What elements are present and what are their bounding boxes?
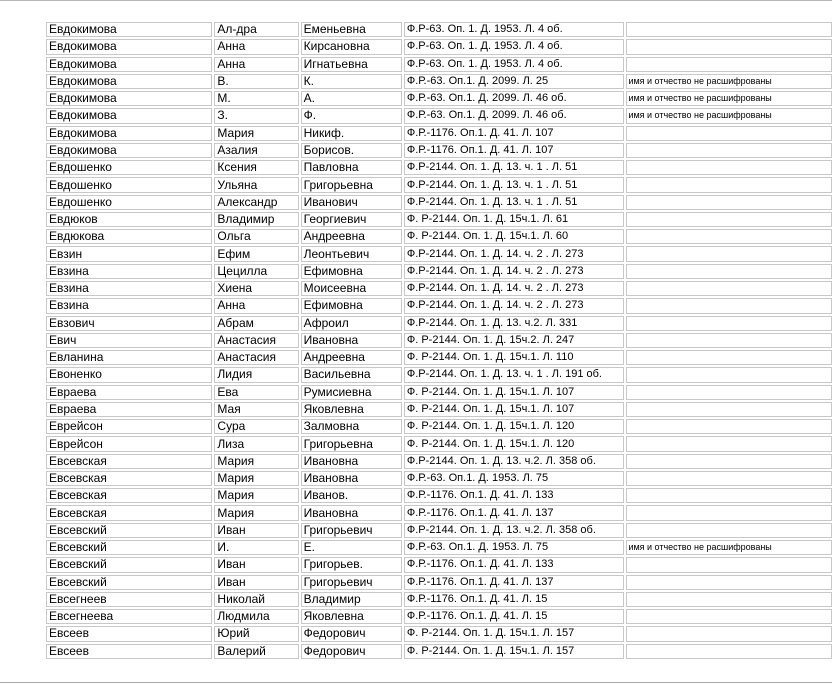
archive-reference-cell: Ф.Р.-1176. Оп.1. Д. 41. Л. 133 xyxy=(404,488,625,503)
table-row xyxy=(46,177,832,192)
note-cell: имя и отчество не расшифрованы xyxy=(626,74,832,89)
patronymic-cell: Владимир xyxy=(301,592,402,607)
archive-reference-cell: Ф.Р-2144. Оп. 1. Д. 13. ч. 1 . Л. 51 xyxy=(404,177,625,192)
archive-reference-cell: Ф.Р-2144. Оп. 1. Д. 14. ч. 2 . Л. 273 xyxy=(404,298,625,313)
surname-cell: Евсевский xyxy=(46,523,212,538)
name-cell: В. xyxy=(214,74,298,89)
note-cell xyxy=(626,57,832,72)
name-cell: Мария xyxy=(214,126,298,141)
name-cell: Цецилла xyxy=(214,264,298,279)
table-row xyxy=(46,505,832,520)
patronymic-cell: Яковлевна xyxy=(301,609,402,624)
note-cell xyxy=(626,177,832,192)
name-cell: Мария xyxy=(214,471,298,486)
note-cell: имя и отчество не расшифрованы xyxy=(626,540,832,555)
patronymic-cell: Е. xyxy=(301,540,402,555)
table-row xyxy=(46,22,832,37)
surname-cell: Евзович xyxy=(46,316,212,331)
note-cell xyxy=(626,229,832,244)
note-cell xyxy=(626,557,832,572)
patronymic-cell: Григорьевна xyxy=(301,436,402,451)
name-cell: И. xyxy=(214,540,298,555)
archive-reference-cell: Ф.Р-63. Оп. 1. Д. 1953. Л. 4 об. xyxy=(404,57,625,72)
patronymic-cell: Залмовна xyxy=(301,419,402,434)
surname-cell: Евдокимова xyxy=(46,39,212,54)
archive-reference-cell: Ф.Р-63. Оп. 1. Д. 1953. Л. 4 об. xyxy=(404,39,625,54)
table-row xyxy=(46,523,832,538)
note-cell xyxy=(626,454,832,469)
table-row xyxy=(46,57,832,72)
surname-cell: Еврейсон xyxy=(46,419,212,434)
table-row xyxy=(46,471,832,486)
name-cell: Иван xyxy=(214,523,298,538)
note-cell xyxy=(626,195,832,210)
archive-reference-cell: Ф.Р-2144. Оп. 1. Д. 14. ч. 2 . Л. 273 xyxy=(404,281,625,296)
name-cell: Лидия xyxy=(214,367,298,382)
table-row xyxy=(46,592,832,607)
note-cell xyxy=(626,350,832,365)
surname-cell: Евоненко xyxy=(46,367,212,382)
archive-reference-cell: Ф. Р-2144. Оп. 1. Д. 15ч.1. Л. 120 xyxy=(404,436,625,451)
archive-reference-cell: Ф.Р.-1176. Оп.1. Д. 41. Л. 107 xyxy=(404,143,625,158)
patronymic-cell: Игнатьевна xyxy=(301,57,402,72)
archive-reference-cell: Ф.Р-2144. Оп. 1. Д. 14. ч. 2 . Л. 273 xyxy=(404,246,625,261)
patronymic-cell: Григорьевна xyxy=(301,177,402,192)
patronymic-cell: Яковлевна xyxy=(301,402,402,417)
archive-reference-cell: Ф. Р-2144. Оп. 1. Д. 15ч.1. Л. 110 xyxy=(404,350,625,365)
name-cell: Анна xyxy=(214,57,298,72)
table-row xyxy=(46,402,832,417)
archive-reference-cell: Ф. Р-2144. Оп. 1. Д. 15ч.1. Л. 120 xyxy=(404,419,625,434)
patronymic-cell: Васильевна xyxy=(301,367,402,382)
surname-cell: Евсевская xyxy=(46,505,212,520)
surname-cell: Евсевский xyxy=(46,575,212,590)
patronymic-cell: Иванович xyxy=(301,195,402,210)
surname-cell: Евдокимова xyxy=(46,126,212,141)
patronymic-cell: А. xyxy=(301,91,402,106)
note-cell xyxy=(626,333,832,348)
archive-reference-cell: Ф.Р-2144. Оп. 1. Д. 13. ч. 1 . Л. 51 xyxy=(404,195,625,210)
table-row xyxy=(46,419,832,434)
note-cell xyxy=(626,367,832,382)
table-row xyxy=(46,557,832,572)
table-row xyxy=(46,385,832,400)
table-row xyxy=(46,126,832,141)
name-cell: Абрам xyxy=(214,316,298,331)
patronymic-cell: Федорович xyxy=(301,644,402,659)
archive-reference-cell: Ф.Р.-1176. Оп.1. Д. 41. Л. 137 xyxy=(404,575,625,590)
surname-cell: Евсегнеев xyxy=(46,592,212,607)
note-cell xyxy=(626,298,832,313)
patronymic-cell: Иванов. xyxy=(301,488,402,503)
patronymic-cell: Андреевна xyxy=(301,350,402,365)
note-cell xyxy=(626,609,832,624)
patronymic-cell: Румисиевна xyxy=(301,385,402,400)
note-cell xyxy=(626,402,832,417)
archive-reference-cell: Ф. Р-2144. Оп. 1. Д. 15ч.1. Л. 107 xyxy=(404,385,625,400)
name-cell: Анна xyxy=(214,39,298,54)
note-cell xyxy=(626,523,832,538)
top-divider xyxy=(0,0,832,1)
surname-cell: Еврейсон xyxy=(46,436,212,451)
table-row xyxy=(46,626,832,641)
table-row xyxy=(46,454,832,469)
patronymic-cell: Афроил xyxy=(301,316,402,331)
archive-reference-cell: Ф.Р.-1176. Оп.1. Д. 41. Л. 133 xyxy=(404,557,625,572)
surname-cell: Евзина xyxy=(46,298,212,313)
surname-cell: Евдошенко xyxy=(46,195,212,210)
table-row xyxy=(46,488,832,503)
patronymic-cell: Георгиевич xyxy=(301,212,402,227)
patronymic-cell: Кирсановна xyxy=(301,39,402,54)
table-row xyxy=(46,195,832,210)
name-cell: Мая xyxy=(214,402,298,417)
name-cell: Анна xyxy=(214,298,298,313)
note-cell xyxy=(626,575,832,590)
note-cell xyxy=(626,246,832,261)
table-row xyxy=(46,575,832,590)
name-cell: Мария xyxy=(214,454,298,469)
patronymic-cell: Еменьевна xyxy=(301,22,402,37)
patronymic-cell: Ефимовна xyxy=(301,298,402,313)
archive-reference-cell: Ф.Р-2144. Оп. 1. Д. 13. ч. 1 . Л. 51 xyxy=(404,160,625,175)
records-table xyxy=(44,20,832,661)
archive-reference-cell: Ф.Р.-1176. Оп.1. Д. 41. Л. 107 xyxy=(404,126,625,141)
note-cell xyxy=(626,488,832,503)
surname-cell: Евдошенко xyxy=(46,177,212,192)
surname-cell: Евдошенко xyxy=(46,160,212,175)
name-cell: Анастасия xyxy=(214,333,298,348)
note-cell xyxy=(626,644,832,659)
surname-cell: Евсеев xyxy=(46,626,212,641)
archive-reference-cell: Ф.Р.-1176. Оп.1. Д. 41. Л. 15 xyxy=(404,609,625,624)
surname-cell: Евдокимова xyxy=(46,74,212,89)
surname-cell: Евраева xyxy=(46,385,212,400)
archive-reference-cell: Ф.Р-2144. Оп. 1. Д. 13. ч.2. Л. 358 об. xyxy=(404,523,625,538)
name-cell: Ева xyxy=(214,385,298,400)
note-cell xyxy=(626,436,832,451)
table-row xyxy=(46,609,832,624)
name-cell: Валерий xyxy=(214,644,298,659)
table-row xyxy=(46,316,832,331)
name-cell: Лиза xyxy=(214,436,298,451)
surname-cell: Евсевская xyxy=(46,471,212,486)
table-row xyxy=(46,264,832,279)
note-cell xyxy=(626,626,832,641)
records-table-body xyxy=(46,22,832,659)
surname-cell: Евсегнеева xyxy=(46,609,212,624)
surname-cell: Евсевский xyxy=(46,540,212,555)
name-cell: Ефим xyxy=(214,246,298,261)
name-cell: Ал-дра xyxy=(214,22,298,37)
patronymic-cell: Григорьевич xyxy=(301,575,402,590)
archive-reference-cell: Ф.Р.-63. Оп.1. Д. 2099. Л. 46 об. xyxy=(404,108,625,123)
surname-cell: Евраева xyxy=(46,402,212,417)
table-row xyxy=(46,540,832,555)
surname-cell: Евзин xyxy=(46,246,212,261)
name-cell: Ксения xyxy=(214,160,298,175)
patronymic-cell: Федорович xyxy=(301,626,402,641)
name-cell: Мария xyxy=(214,488,298,503)
archive-reference-cell: Ф.Р.-1176. Оп.1. Д. 41. Л. 137 xyxy=(404,505,625,520)
surname-cell: Евдокимова xyxy=(46,22,212,37)
archive-reference-cell: Ф.Р-2144. Оп. 1. Д. 13. ч.2. Л. 358 об. xyxy=(404,454,625,469)
name-cell: Юрий xyxy=(214,626,298,641)
surname-cell: Евич xyxy=(46,333,212,348)
table-row xyxy=(46,644,832,659)
note-cell xyxy=(626,39,832,54)
surname-cell: Евсевский xyxy=(46,557,212,572)
name-cell: Иван xyxy=(214,557,298,572)
table-row xyxy=(46,91,832,106)
patronymic-cell: Борисов. xyxy=(301,143,402,158)
name-cell: Александр xyxy=(214,195,298,210)
table-row xyxy=(46,39,832,54)
surname-cell: Евдокимова xyxy=(46,108,212,123)
note-cell xyxy=(626,316,832,331)
name-cell: Мария xyxy=(214,505,298,520)
name-cell: Иван xyxy=(214,575,298,590)
patronymic-cell: Ф. xyxy=(301,108,402,123)
surname-cell: Евланина xyxy=(46,350,212,365)
surname-cell: Евдокимова xyxy=(46,143,212,158)
table-row xyxy=(46,108,832,123)
note-cell: имя и отчество не расшифрованы xyxy=(626,91,832,106)
archive-reference-cell: Ф.Р.-63. Оп.1. Д. 2099. Л. 25 xyxy=(404,74,625,89)
patronymic-cell: Ефимовна xyxy=(301,264,402,279)
archive-reference-cell: Ф.Р-63. Оп. 1. Д. 1953. Л. 4 об. xyxy=(404,22,625,37)
table-row xyxy=(46,367,832,382)
name-cell: Сура xyxy=(214,419,298,434)
bottom-divider xyxy=(0,682,832,683)
note-cell xyxy=(626,126,832,141)
table-row xyxy=(46,246,832,261)
name-cell: Владимир xyxy=(214,212,298,227)
name-cell: Николай xyxy=(214,592,298,607)
table-row xyxy=(46,298,832,313)
archive-reference-cell: Ф. Р-2144. Оп. 1. Д. 15ч.2. Л. 247 xyxy=(404,333,625,348)
archive-reference-cell: Ф.Р-2144. Оп. 1. Д. 14. ч. 2 . Л. 273 xyxy=(404,264,625,279)
table-row xyxy=(46,350,832,365)
note-cell xyxy=(626,592,832,607)
surname-cell: Евдокимова xyxy=(46,91,212,106)
note-cell xyxy=(626,143,832,158)
archive-reference-cell: Ф.Р.-63. Оп.1. Д. 1953. Л. 75 xyxy=(404,540,625,555)
note-cell xyxy=(626,385,832,400)
table-row xyxy=(46,333,832,348)
note-cell xyxy=(626,264,832,279)
note-cell xyxy=(626,419,832,434)
archive-reference-cell: Ф.Р.-63. Оп.1. Д. 2099. Л. 46 об. xyxy=(404,91,625,106)
table-row xyxy=(46,143,832,158)
archive-reference-cell: Ф. Р-2144. Оп. 1. Д. 15ч.1. Л. 157 xyxy=(404,644,625,659)
table-row xyxy=(46,160,832,175)
patronymic-cell: Моисеевна xyxy=(301,281,402,296)
surname-cell: Евзина xyxy=(46,281,212,296)
surname-cell: Евсевская xyxy=(46,488,212,503)
table-row xyxy=(46,74,832,89)
note-cell xyxy=(626,160,832,175)
surname-cell: Евзина xyxy=(46,264,212,279)
patronymic-cell: Андреевна xyxy=(301,229,402,244)
patronymic-cell: Павловна xyxy=(301,160,402,175)
surname-cell: Евдокимова xyxy=(46,57,212,72)
surname-cell: Евсеев xyxy=(46,644,212,659)
patronymic-cell: Ивановна xyxy=(301,471,402,486)
surname-cell: Евдюков xyxy=(46,212,212,227)
table-row xyxy=(46,436,832,451)
name-cell: Азалия xyxy=(214,143,298,158)
patronymic-cell: Ивановна xyxy=(301,505,402,520)
table-row xyxy=(46,281,832,296)
patronymic-cell: Ивановна xyxy=(301,454,402,469)
archive-reference-cell: Ф.Р.-1176. Оп.1. Д. 41. Л. 15 xyxy=(404,592,625,607)
note-cell xyxy=(626,281,832,296)
archive-reference-cell: Ф.Р-2144. Оп. 1. Д. 13. ч. 1 . Л. 191 об. xyxy=(404,367,625,382)
name-cell: Хиена xyxy=(214,281,298,296)
name-cell: Анастасия xyxy=(214,350,298,365)
note-cell: имя и отчество не расшифрованы xyxy=(626,108,832,123)
surname-cell: Евдюкова xyxy=(46,229,212,244)
name-cell: Ольга xyxy=(214,229,298,244)
table-row xyxy=(46,229,832,244)
archive-reference-cell: Ф.Р-2144. Оп. 1. Д. 13. ч.2. Л. 331 xyxy=(404,316,625,331)
note-cell xyxy=(626,22,832,37)
name-cell: Ульяна xyxy=(214,177,298,192)
note-cell xyxy=(626,471,832,486)
patronymic-cell: К. xyxy=(301,74,402,89)
name-cell: З. xyxy=(214,108,298,123)
archive-reference-cell: Ф. Р-2144. Оп. 1. Д. 15ч.1. Л. 157 xyxy=(404,626,625,641)
note-cell xyxy=(626,212,832,227)
archive-reference-cell: Ф.Р.-63. Оп.1. Д. 1953. Л. 75 xyxy=(404,471,625,486)
patronymic-cell: Никиф. xyxy=(301,126,402,141)
note-cell xyxy=(626,505,832,520)
archive-reference-cell: Ф. Р-2144. Оп. 1. Д. 15ч.1. Л. 61 xyxy=(404,212,625,227)
patronymic-cell: Григорьевич xyxy=(301,523,402,538)
patronymic-cell: Григорьев. xyxy=(301,557,402,572)
name-cell: Людмила xyxy=(214,609,298,624)
table-row xyxy=(46,212,832,227)
archive-reference-cell: Ф. Р-2144. Оп. 1. Д. 15ч.1. Л. 107 xyxy=(404,402,625,417)
patronymic-cell: Леонтьевич xyxy=(301,246,402,261)
surname-cell: Евсевская xyxy=(46,454,212,469)
patronymic-cell: Ивановна xyxy=(301,333,402,348)
name-cell: М. xyxy=(214,91,298,106)
archive-reference-cell: Ф. Р-2144. Оп. 1. Д. 15ч.1. Л. 60 xyxy=(404,229,625,244)
